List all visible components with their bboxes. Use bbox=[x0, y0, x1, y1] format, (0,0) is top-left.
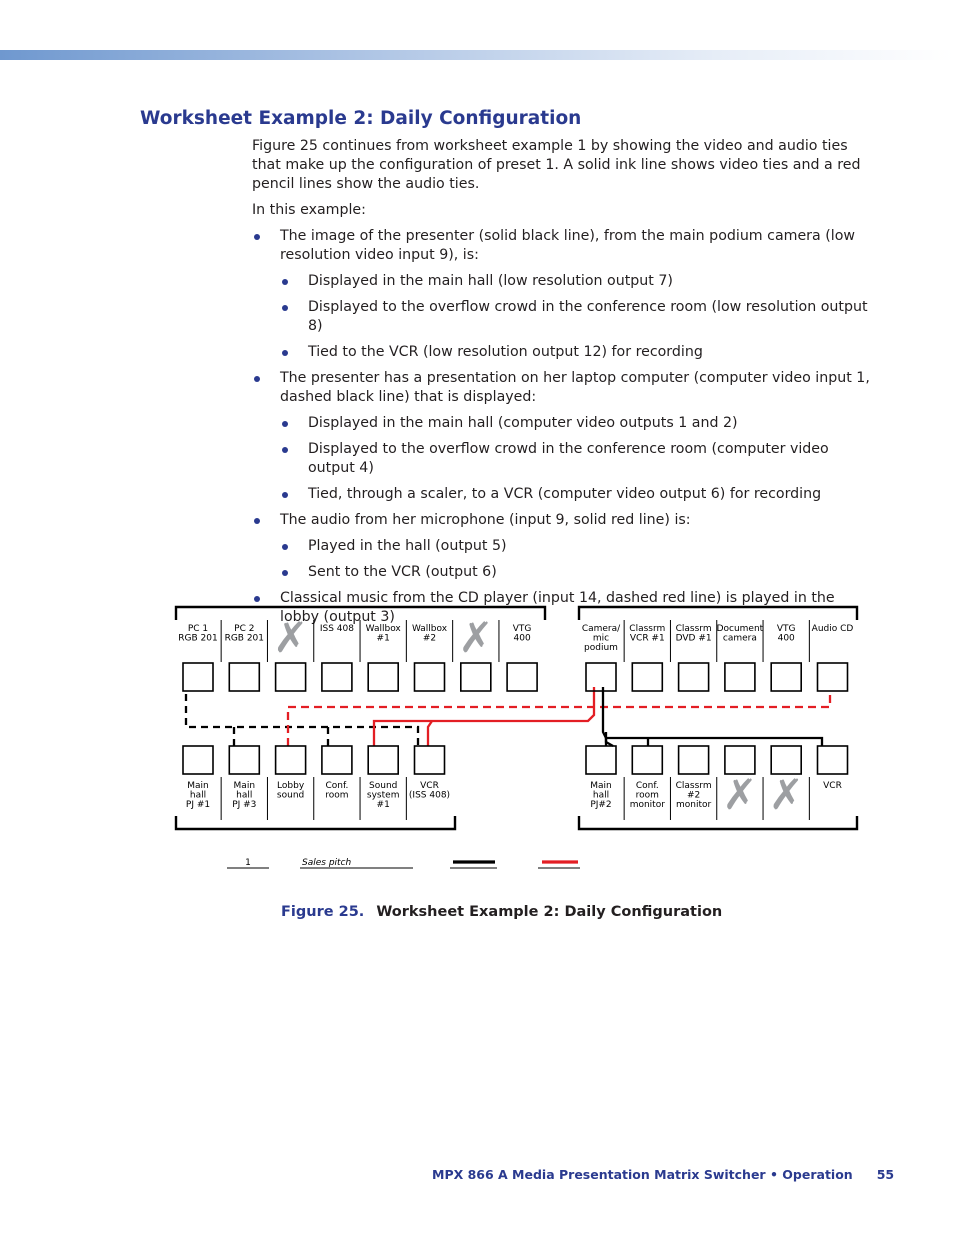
computer-input-connector bbox=[229, 663, 259, 691]
sub-bullet-list bbox=[280, 537, 877, 582]
computer-input-connector bbox=[276, 663, 306, 691]
video-output-label: VCR bbox=[823, 781, 842, 791]
computer-output-label: Lobby sound bbox=[276, 781, 305, 801]
sub-bullet-item: Sent to the VCR (output 6) bbox=[280, 563, 877, 582]
bullet-text: Classical music from the CD player (input 14, dashed red line) is played in the lobby (output 3) bbox=[280, 590, 835, 625]
computer-input-connector bbox=[368, 663, 398, 691]
bullet-text: The audio from her microphone (input 9, solid red line) is: bbox=[280, 512, 691, 528]
computer-input-connector bbox=[461, 663, 491, 691]
computer-input-connector bbox=[322, 663, 352, 691]
computer-input-label: VTG 400 bbox=[512, 624, 532, 644]
computer-output-connector bbox=[415, 746, 445, 774]
bullet-item bbox=[252, 511, 877, 582]
footer-text: MPX 866 A Media Presentation Matrix Switcher • Operation bbox=[432, 1167, 853, 1182]
computer-input-unused-x-icon: ✗ bbox=[458, 613, 494, 662]
worksheet-diagram bbox=[170, 600, 870, 880]
video-output-label: Main hall PJ#2 bbox=[590, 781, 612, 810]
figure-number: Figure 25. bbox=[281, 904, 365, 920]
video-output-connector bbox=[679, 746, 709, 774]
computer-input-connector bbox=[507, 663, 537, 691]
computer-input-label: PC 1 RGB 201 bbox=[178, 624, 218, 644]
sub-bullet-list bbox=[280, 414, 877, 504]
sub-bullet-item: Displayed in the main hall (low resolution output 7) bbox=[280, 272, 877, 291]
video-input-label: VTG 400 bbox=[776, 624, 796, 644]
computer-output-label: Main hall PJ #1 bbox=[185, 781, 211, 810]
video-input-connector bbox=[632, 663, 662, 691]
body-text bbox=[252, 137, 877, 634]
computer-output-connector bbox=[322, 746, 352, 774]
computer-output-label: Sound system #1 bbox=[366, 781, 400, 810]
video-input-connector bbox=[586, 663, 616, 691]
video-input-label: Audio CD bbox=[811, 624, 854, 634]
computer-output-label: Conf. room bbox=[325, 781, 349, 801]
sub-bullet-item: Tied, through a scaler, to a VCR (computer video output 6) for recording bbox=[280, 485, 877, 504]
figure-title: Worksheet Example 2: Daily Configuration bbox=[376, 904, 723, 920]
computer-output-connector bbox=[183, 746, 213, 774]
video-input-label: Classrm VCR #1 bbox=[629, 624, 666, 644]
video-input-connector bbox=[725, 663, 755, 691]
video-input-label: Document camera bbox=[716, 624, 764, 644]
computer-input-connector bbox=[183, 663, 213, 691]
computer-output-label: Main hall PJ #3 bbox=[232, 781, 257, 810]
computer-input-label: ISS 408 bbox=[319, 624, 354, 634]
sub-bullet-item: Displayed in the main hall (computer video outputs 1 and 2) bbox=[280, 414, 877, 433]
video-input-connector bbox=[771, 663, 801, 691]
video-input-label: Camera/ mic podium bbox=[581, 624, 621, 653]
page-footer bbox=[432, 1167, 894, 1182]
sub-bullet-list bbox=[280, 272, 877, 362]
header-band bbox=[0, 50, 954, 60]
page-number: 55 bbox=[876, 1167, 895, 1182]
computer-input-label: Wallbox #1 bbox=[365, 624, 401, 644]
computer-input-connector bbox=[415, 663, 445, 691]
video-output-unused-x-icon: ✗ bbox=[722, 770, 758, 819]
computer-output-connector bbox=[368, 746, 398, 774]
computer-output-connector bbox=[276, 746, 306, 774]
bullet-text: The presenter has a presentation on her laptop computer (computer video input 1, dashed black line) that is displayed: bbox=[280, 370, 870, 405]
video-input-connector bbox=[818, 663, 848, 691]
video-input-label: Classrm DVD #1 bbox=[675, 624, 712, 644]
video-output-connector bbox=[632, 746, 662, 774]
sub-bullet-item: Displayed to the overflow crowd in the conference room (computer video output 4) bbox=[280, 440, 877, 478]
bullet-list bbox=[252, 227, 877, 627]
sub-bullet-item: Tied to the VCR (low resolution output 12) for recording bbox=[280, 343, 877, 362]
computer-output-connector bbox=[229, 746, 259, 774]
video-input-connector bbox=[679, 663, 709, 691]
intro-paragraph: Figure 25 continues from worksheet example 1 by showing the video and audio ties that make up the configuration of preset 1. A solid ink line shows video ties and a red pencil lines show the audio ties. bbox=[252, 138, 861, 192]
bullet-item bbox=[252, 369, 877, 504]
computer-input-label: Wallbox #2 bbox=[411, 624, 448, 644]
video-output-unused-x-icon: ✗ bbox=[768, 770, 804, 819]
video-output-connector bbox=[818, 746, 848, 774]
computer-input-unused-x-icon: ✗ bbox=[272, 613, 309, 662]
figure-caption bbox=[281, 904, 722, 920]
computer-input-label: PC 2 RGB 201 bbox=[224, 624, 265, 644]
preset-number: 1 bbox=[245, 858, 251, 868]
video-output-label: Conf. room monitor bbox=[629, 781, 665, 810]
sub-bullet-item: Played in the hall (output 5) bbox=[280, 537, 877, 556]
computer-output-label: VCR (ISS 408) bbox=[408, 781, 451, 801]
bullet-text: The image of the presenter (solid black line), from the main podium camera (low resolution video input 9), is: bbox=[280, 228, 855, 263]
section-title: Worksheet Example 2: Daily Configuration bbox=[140, 108, 582, 129]
video-output-label: Classrm #2 monitor bbox=[675, 781, 712, 810]
sub-bullet-item: Displayed to the overflow crowd in the conference room (low resolution output 8) bbox=[280, 298, 877, 336]
preset-name: Sales pitch bbox=[302, 858, 352, 868]
in-example-paragraph: In this example: bbox=[252, 202, 366, 218]
video-output-connector bbox=[586, 746, 616, 774]
bullet-item bbox=[252, 227, 877, 362]
